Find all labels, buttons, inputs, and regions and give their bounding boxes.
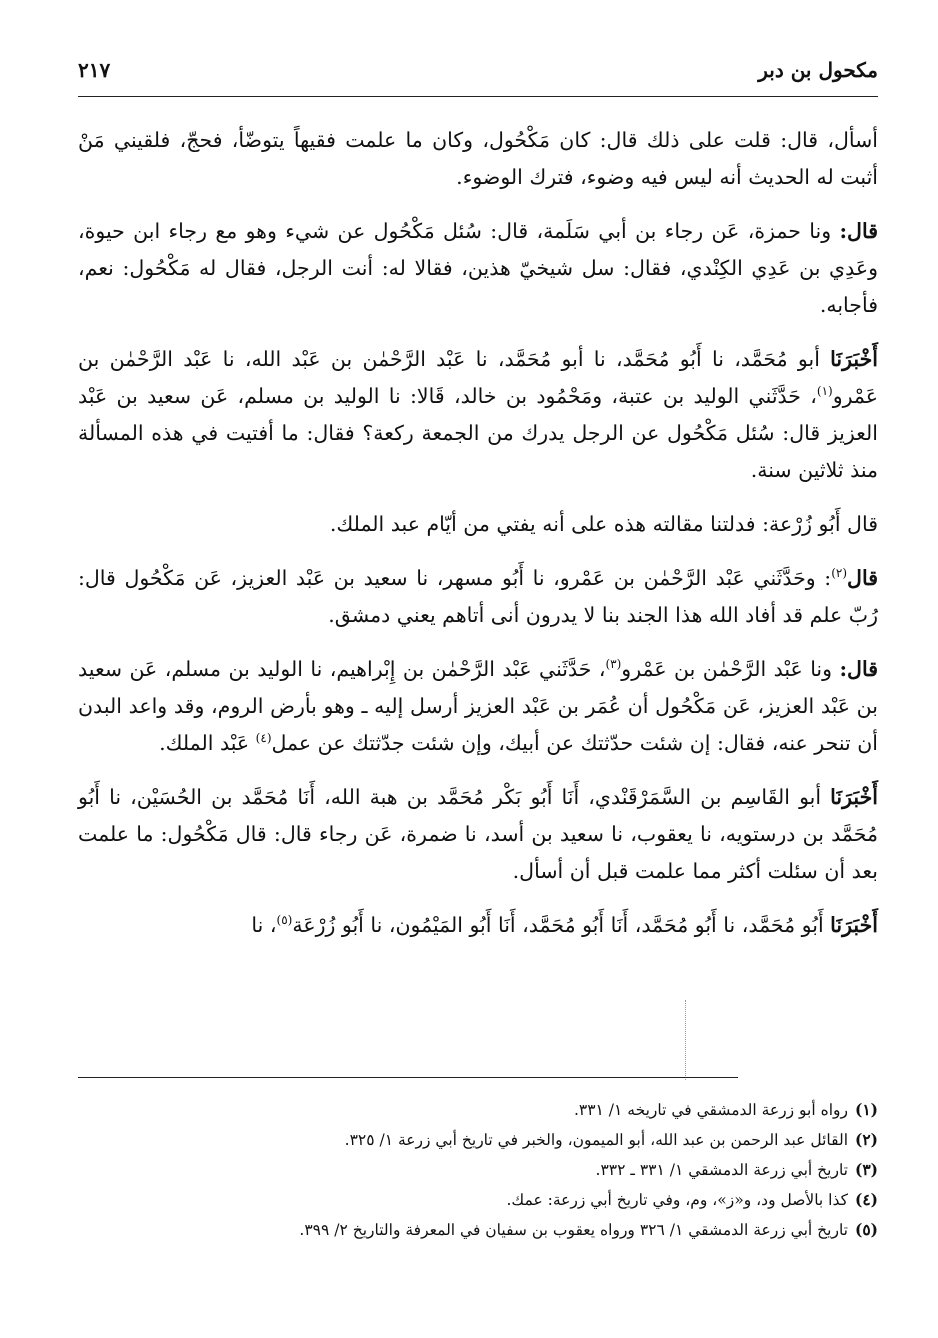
paragraph-7 xyxy=(78,779,878,890)
chapter-title: مكحول بن دبر xyxy=(758,58,878,82)
footnote-3 xyxy=(78,1155,878,1185)
footnote-5 xyxy=(78,1215,878,1245)
footnote-4 xyxy=(78,1185,878,1215)
paragraph-lead: أَخْبَرَنَا xyxy=(830,913,878,937)
running-head xyxy=(78,58,878,92)
footnote-rule xyxy=(78,1077,738,1078)
footnote-number: (٤) xyxy=(854,1190,878,1209)
paragraph-1 xyxy=(78,122,878,196)
paragraph-text: ، حَدَّثَني الوليد بن عتبة، ومَحْمُود بن خالد، قَالا: نا الوليد بن مسلم، عَن سعيد بن عَبْد العزيز قال: سُئل مَكْحُول عن الرجل يدرك من الجمعة ركعة؟ فقال: ما أفتيت في هذه المسألة منذ ثلاثين سنة. xyxy=(78,384,878,482)
footnote-2 xyxy=(78,1125,878,1155)
footnote-text: رواه أبو زرعة الدمشقي في تاريخه ١/ ٣٣١. xyxy=(573,1101,848,1119)
footnote-ref: (٣) xyxy=(605,657,622,672)
footnote-ref: (٥) xyxy=(276,913,293,928)
paragraph-text: أبو القَاسِم بن السَّمَرْقَنْدي، أَنَا أَبُو بَكْر مُحَمَّد بن هبة الله، أَنَا مُحَمَّد بن الحُسَيْن، نا أَبُو مُحَمَّد بن درستويه، نا يعقوب، نا سعيد بن أسد، نا ضمرة، عَن رجاء قال: قال مَكْحُول: ما علمت بعد أن سئلت أكثر مما علمت قبل أن أسأل. xyxy=(78,785,878,883)
footnote-number: (٢) xyxy=(854,1130,878,1149)
paragraph-3 xyxy=(78,341,878,489)
footnote-1 xyxy=(78,1095,878,1125)
footnote-ref: (٢) xyxy=(831,566,848,581)
footnote-text: كذا بالأصل ود، و«ز»، وم، وفي تاريخ أبي زرعة: عمك. xyxy=(506,1191,848,1209)
paragraph-text: عَبْد الملك. xyxy=(159,731,256,755)
paragraph-4 xyxy=(78,506,878,543)
paragraph-text: قال أَبُو زُرْعة: فدلتنا مقالته هذه على أنه يفتي من أيّام عبد الملك. xyxy=(329,512,878,536)
footnote-text: تاريخ أبي زرعة الدمشقي ١/ ٣٣١ ـ ٣٣٢. xyxy=(595,1161,848,1179)
footnote-text: تاريخ أبي زرعة الدمشقي ١/ ٣٢٦ ورواه يعقوب بن سفيان في المعرفة والتاريخ ٢/ ٣٩٩. xyxy=(299,1221,848,1239)
paragraph-6 xyxy=(78,651,878,762)
footnote-number: (٥) xyxy=(854,1220,878,1239)
paragraph-lead: أَخْبَرَنَا xyxy=(830,347,878,371)
paragraph-2 xyxy=(78,213,878,324)
paragraph-lead: قال xyxy=(847,566,878,590)
footnotes xyxy=(78,1095,878,1245)
paragraph-5 xyxy=(78,560,878,634)
book-page xyxy=(78,0,878,1338)
paragraph-lead: قال: xyxy=(839,219,878,243)
paragraph-lead: قال: xyxy=(839,657,878,681)
paragraph-text: : وحَدَّثَني عَبْد الرَّحْمٰن بن عَمْرو، نا أَبُو مسهر، نا سعيد بن عَبْد العزيز، عَن مَكْحُول قال: رُبّ علم قد أفاد الله هذا الجند بنا لا يدرون أنى أتاهم يعني دمشق. xyxy=(78,566,878,627)
footnote-number: (١) xyxy=(854,1100,878,1119)
paragraph-text: ونا عَبْد الرَّحْمٰن بن عَمْرو xyxy=(621,657,840,681)
footnote-text: القائل عبد الرحمن بن عبد الله، أبو الميمون، والخبر في تاريخ أبي زرعة ١/ ٣٢٥. xyxy=(344,1131,848,1149)
paragraph-text: ، حَدَّثَني عَبْد الرَّحْمٰن بن إِبْراهيم، نا الوليد بن مسلم، عَن سعيد بن عَبْد العزيز، عَن مَكْحُول أن عُمَر بن عَبْد العزيز أرسل إليه ـ وهو بأرض الروم، وقد واعد البدن أن تنحر عنه، فقال: إن شئت حدّثتك عن أبيك، وإن شئت جدّثتك عن عمل xyxy=(78,657,878,755)
header-rule xyxy=(78,96,878,97)
paragraph-lead: أَخْبَرَنَا xyxy=(830,785,878,809)
paragraph-8 xyxy=(78,907,878,944)
main-text xyxy=(78,122,878,961)
scan-mark xyxy=(685,1000,686,1080)
paragraph-text: أبو مُحَمَّد، نا أَبُو مُحَمَّد، نا أبو مُحَمَّد، نا عَبْد الرَّحْمٰن بن عَبْد الله، نا عَبْد الرَّحْمٰن بن عَمْرو xyxy=(78,347,878,408)
paragraph-text: أسأل، قال: قلت على ذلك قال: كان مَكْحُول، وكان ما علمت فقيهاً يتوضّأ، فحجّ، فلقيني مَنْ أثبت له الحديث أنه ليس فيه وضوء، فترك الوضوء. xyxy=(78,128,878,189)
footnote-ref: (٤) xyxy=(255,731,272,746)
paragraph-text: ونا حمزة، عَن رجاء بن أبي سَلَمة، قال: سُئل مَكْحُول عن شيء وهو مع رجاء ابن حيوة، وعَدِي بن عَدِي الكِنْدي، فقال: سل شيخيّ هذين، فقالا له: أنت الرجل، فقال له مَكْحُول: نعم، فأجابه. xyxy=(78,219,878,317)
page-number: ٢١٧ xyxy=(78,58,111,82)
footnote-number: (٣) xyxy=(854,1160,878,1179)
paragraph-text: أَبُو مُحَمَّد، نا أَبُو مُحَمَّد، أَنَا أَبُو مُحَمَّد، أَنَا أَبُو المَيْمُون، نا أَبُو زُرْعَة xyxy=(292,913,831,937)
footnote-ref: (١) xyxy=(816,384,833,399)
paragraph-text: ، نا xyxy=(251,913,277,937)
